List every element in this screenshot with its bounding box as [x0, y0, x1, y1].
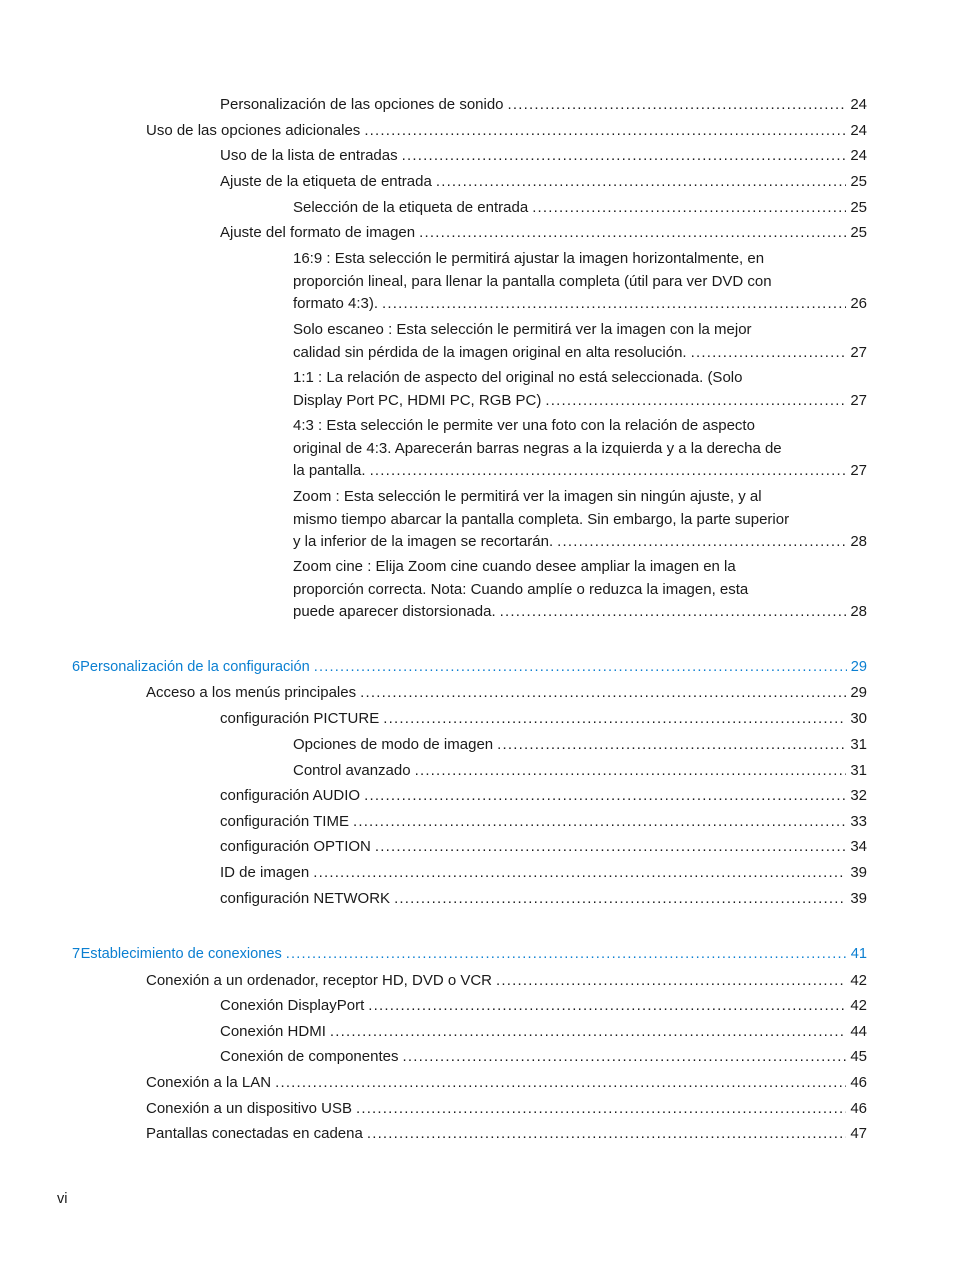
dot-leader [275, 1072, 846, 1095]
toc-entry[interactable] [220, 94, 867, 117]
dot-leader [508, 94, 847, 117]
toc-page-number: 39 [850, 890, 867, 907]
toc-entry[interactable] [293, 734, 867, 757]
toc-entry[interactable] [146, 120, 867, 143]
toc-page-number: 46 [850, 1100, 867, 1117]
dot-leader [402, 145, 847, 168]
dot-leader [364, 120, 846, 143]
toc-entry[interactable] [220, 145, 867, 168]
toc-entry-title: Acceso a los menús principales [146, 684, 357, 701]
dot-leader [691, 342, 847, 365]
toc-entry-title: Control avanzado [293, 762, 411, 779]
chapter-number: 6 [72, 659, 81, 675]
toc-entry-text-line: 4:3 : Esta selección le permite ver una foto con la relación de aspecto [293, 417, 755, 434]
toc-entry[interactable] [293, 760, 867, 783]
dot-leader [394, 888, 846, 911]
toc-page-number: 24 [850, 147, 867, 164]
toc-entry-title: puede aparecer distorsionada. [293, 603, 496, 620]
toc-page-number: 25 [850, 173, 867, 190]
toc-entry-title: Conexión DisplayPort [220, 997, 365, 1014]
dot-leader [383, 708, 846, 731]
toc-page-number: 24 [850, 96, 867, 113]
toc-page-number: 42 [850, 972, 867, 989]
dot-leader [545, 390, 846, 413]
toc-entry[interactable] [293, 415, 867, 483]
toc-entry-title: Uso de la lista de entradas [220, 147, 398, 164]
toc-page-number: 27 [850, 391, 867, 409]
toc-entry[interactable] [146, 970, 867, 993]
toc-entry-title: configuración PICTURE [220, 710, 380, 727]
dot-leader [382, 293, 846, 316]
toc-page-number: 24 [850, 122, 867, 139]
toc-entry-title: Conexión HDMI [220, 1023, 326, 1040]
toc-entry-title: configuración NETWORK [220, 890, 391, 907]
toc-page-number: 44 [850, 1023, 867, 1040]
dot-leader [496, 970, 846, 993]
dot-leader [353, 811, 846, 834]
toc-entry-title: Personalización de las opciones de sonido [220, 96, 504, 113]
toc-entry[interactable] [293, 319, 867, 364]
toc-entry-title: Conexión a un ordenador, receptor HD, DVD o VCR [146, 972, 493, 989]
toc-entry-title: Conexión de componentes [220, 1048, 399, 1065]
toc-page-number: 33 [850, 813, 867, 830]
chapter-number: 7 [72, 946, 81, 962]
toc-entry-title: Uso de las opciones adicionales [146, 122, 361, 139]
toc-entry-title: configuración OPTION [220, 838, 371, 855]
toc-entry[interactable] [293, 486, 867, 554]
page-number: vi [57, 1191, 68, 1207]
toc-entry[interactable] [220, 222, 867, 245]
toc-entry-title: configuración TIME [220, 813, 349, 830]
dot-leader [286, 943, 847, 966]
dot-leader [402, 1046, 846, 1069]
toc-page-number: 29 [850, 659, 867, 675]
toc-entry[interactable] [220, 888, 867, 911]
toc-page-number: 25 [850, 199, 867, 216]
toc-entry[interactable] [146, 1098, 867, 1121]
toc-entry-text-line: proporción lineal, para llenar la pantalla completa (útil para ver DVD con [293, 272, 772, 290]
dot-leader [375, 836, 846, 859]
toc-page-number: 32 [850, 787, 867, 804]
toc-entry-text-line: proporción correcta. Nota: Cuando amplíe o reduzca la imagen, esta [293, 580, 749, 598]
toc-entry[interactable] [146, 1123, 867, 1146]
toc-entry[interactable] [220, 171, 867, 194]
dot-leader [436, 171, 846, 194]
toc-entry[interactable] [146, 682, 867, 705]
toc-entry[interactable] [293, 556, 867, 624]
toc-page-number: 28 [850, 533, 867, 550]
dot-leader [419, 222, 846, 245]
toc-entry-title: Opciones de modo de imagen [293, 736, 494, 753]
toc-entry-title: calidad sin pérdida de la imagen original en alta resolución. [293, 343, 687, 361]
toc-entry[interactable] [220, 708, 867, 731]
dot-leader [313, 862, 846, 885]
toc-entry[interactable] [220, 785, 867, 808]
toc-page-number: 26 [850, 295, 867, 312]
toc-entry[interactable] [146, 1072, 867, 1095]
dot-leader [356, 1098, 846, 1121]
dot-leader [314, 656, 847, 679]
toc-page-number: 31 [850, 762, 867, 779]
toc-entry-title: Conexión a la LAN [146, 1074, 272, 1091]
toc-entry[interactable] [293, 248, 867, 316]
toc-entry-text-line: original de 4:3. Aparecerán barras negras a la izquierda y a la derecha de [293, 439, 782, 457]
toc-entry-title: Ajuste de la etiqueta de entrada [220, 173, 432, 190]
toc-page-number: 29 [850, 684, 867, 701]
dot-leader [500, 601, 847, 624]
toc-entry[interactable] [293, 367, 867, 412]
toc-entry-title: Establecimiento de conexiones [80, 946, 282, 962]
toc-entry-text-line: 16:9 : Esta selección le permitirá ajustar la imagen horizontalmente, en [293, 250, 765, 267]
dot-leader [415, 760, 847, 783]
dot-leader [368, 995, 846, 1018]
toc-entry-title: formato 4:3). [293, 295, 379, 312]
toc-entry-title: Selección de la etiqueta de entrada [293, 199, 529, 216]
toc-entry-title: configuración AUDIO [220, 787, 361, 804]
dot-leader [360, 682, 846, 705]
toc-entry-title: la pantalla. [293, 462, 366, 479]
toc-page-number: 47 [850, 1125, 867, 1142]
toc-page-number: 42 [850, 997, 867, 1014]
dot-leader [330, 1021, 846, 1044]
toc-entry[interactable] [220, 811, 867, 834]
toc-entry-text-line: Zoom cine : Elija Zoom cine cuando desee ampliar la imagen en la [293, 558, 736, 575]
toc-chapter-entry[interactable] [72, 943, 867, 966]
toc-page-number: 46 [850, 1074, 867, 1091]
toc-entry[interactable] [220, 1046, 867, 1069]
dot-leader [364, 785, 846, 808]
dot-leader [367, 1123, 846, 1146]
toc-entry-text-line: Zoom : Esta selección le permitirá ver la imagen sin ningún ajuste, y al [293, 488, 762, 505]
toc-page-number: 27 [850, 462, 867, 479]
toc-entry[interactable] [220, 836, 867, 859]
toc-entry-title: Personalización de la configuración [80, 659, 310, 675]
dot-leader [370, 460, 847, 483]
toc-entry[interactable] [293, 197, 867, 220]
toc-page-number: 34 [850, 838, 867, 855]
toc-page-number: 27 [850, 343, 867, 361]
toc-page-number: 45 [850, 1048, 867, 1065]
toc-entry[interactable] [220, 995, 867, 1018]
dot-leader [557, 531, 846, 554]
dot-leader [497, 734, 846, 757]
dot-leader [532, 197, 846, 220]
toc-page-number: 31 [850, 736, 867, 753]
toc-entry-title: ID de imagen [220, 864, 310, 881]
toc-entry-title: Pantallas conectadas en cadena [146, 1125, 363, 1142]
toc-page-number: 25 [850, 224, 867, 241]
toc-entry-title: Conexión a un dispositivo USB [146, 1100, 352, 1117]
toc-entry[interactable] [220, 1021, 867, 1044]
toc-entry-text-line: 1:1 : La relación de aspecto del original no está seleccionada. (Solo [293, 369, 743, 386]
toc-entry[interactable] [220, 862, 867, 885]
toc-page-number: 39 [850, 864, 867, 881]
toc-chapter-entry[interactable] [72, 656, 867, 679]
toc-page-number: 41 [850, 946, 867, 962]
toc-entry-title: Display Port PC, HDMI PC, RGB PC) [293, 391, 542, 409]
toc-page-number: 28 [850, 603, 867, 620]
toc-entry-title: y la inferior de la imagen se recortarán. [293, 533, 554, 550]
toc-entry-text-line: mismo tiempo abarcar la pantalla completa. Sin embargo, la parte superior [293, 510, 790, 528]
toc-page-number: 30 [850, 710, 867, 727]
toc-entry-title: Ajuste del formato de imagen [220, 224, 416, 241]
toc-entry-text-line: Solo escaneo : Esta selección le permitirá ver la imagen con la mejor [293, 321, 752, 338]
